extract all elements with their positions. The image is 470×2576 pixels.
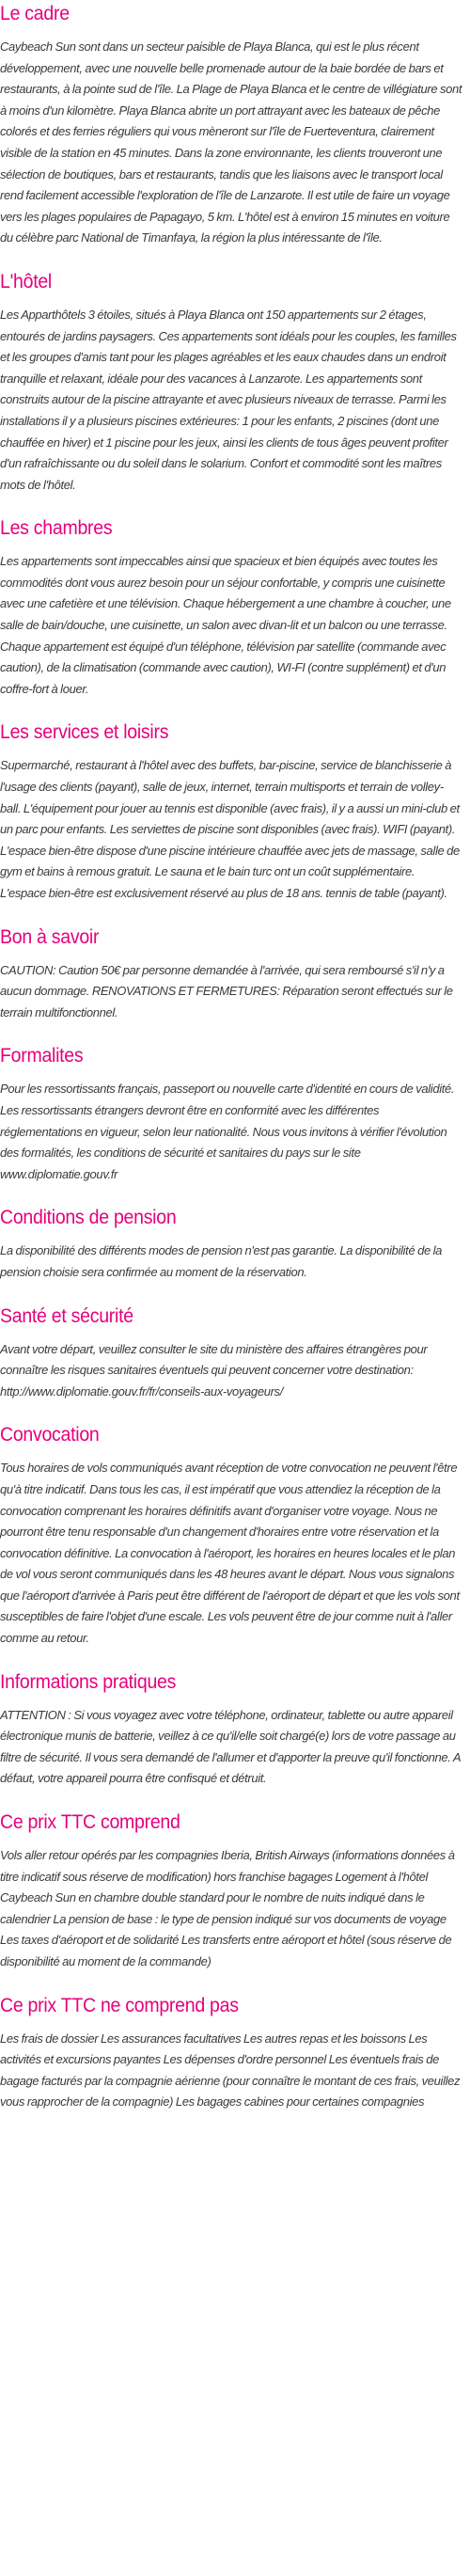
section-informations-pratiques [0,1670,462,1790]
section-formalites [0,1044,462,1185]
section-convocation [0,1423,462,1649]
section-sante-securite [0,1304,462,1403]
section-title-bon-a-savoir: Bon à savoir [0,925,100,948]
section-body-informations-pratiques: ATTENTION : Si vous voyagez avec votre téléphone, ordinateur, tablette ou autre appareil électronique munis de batterie, veillez à ce qu'il/elle soit chargé(e) lors de votre passage au filtre de sécurité. Il vous sera demandé de l'allumer et d'apporter la preuve qu'il fonctionne. A défaut, votre appareil pourra être confisqué et détruit. [0,1707,461,1786]
section-title-informations-pratiques: Informations pratiques [0,1670,177,1693]
section-les-chambres [0,516,462,700]
section-title-formalites: Formalites [0,1045,84,1067]
section-body-services-loisirs: Supermarché, restaurant à l'hôtel avec des buffets, bar-piscine, service de blanchisserie à l'usage des clients (payant), salle de jeux, internet, terrain multisports et terrain de volley-ball. L'équipement pour jouer au tennis est disponible (avec frais), il y a aussi un mini-club et un parc pour enfants. Les serviettes de piscine sont disponibles (avec frais). WIFI (payant). L'espace bien-être dispose d'une piscine intérieure chauffée avec jets de massage, salle de gym et bains à remous gratuit. Le sauna et le bain turc ont un coût supplémentaire. L'espace bien-être est exclusivement réservé au plus de 18 ans. tennis de table (payant). [0,758,460,900]
section-le-cadre [0,0,462,249]
section-body-convocation: Tous horaires de vols communiqués avant réception de votre convocation ne peuvent l'être qu'à titre indicatif. Dans tous les cas, il est impératif que vous attendiez la réception de la convocation comprenant les horaires définitifs avant d'organiser votre voyage. Nous ne pourront être tenu responsable d'un changement d'horaires entre votre réservation et la convocation définitive. La convocation à l'aéroport, les horaires en heures locales et le plan de vol vous seront communiqués dans les 48 heures avant le départ. Nous vous signalons que l'aéroport d'arrivée à Paris peut être différent de l'aéroport de départ et que les vols sont susceptibles de faire l'objet d'une escale. Les vols peuvent être de jour comme nuit à l'aller comme au retour. [0,1461,460,1646]
section-body-le-cadre: Caybeach Sun sont dans un secteur paisible de Playa Blanca, qui est le plus récent développement, avec une nouvelle belle promenade autour de la baie bordée de bars et restaurants, à la pointe sud de l'île. La Plage de Playa Blanca et le centre de villégiature sont à moins d'un kilomètre. Playa Blanca abrite un port attrayant avec les bateaux de pêche colorés et des ferries réguliers qui vous mèneront sur l'île de Fuerteventura, clairement visible de la station en 45 minutes. Dans la zone environnante, les clients trouveront une sélection de boutiques, bars et restaurants, tandis que les liaisons avec le transport local rend facilement accessible l'exploration de l'île de Lanzarote. Il est utile de faire un voyage vers les plages populaires de Papagayo, 5 km. L'hôtel est à environ 15 minutes en voiture du célèbre parc National de Timanfaya, la région la plus intéressante de l'île. [0,40,462,245]
section-title-services-loisirs: Les services et loisirs [0,721,169,744]
section-title-prix-ne-comprend-pas: Ce prix TTC ne comprend pas [0,1994,239,2016]
section-prix-ne-comprend-pas [0,1994,462,2113]
section-title-le-cadre: Le cadre [0,3,70,24]
section-title-les-chambres: Les chambres [0,517,113,540]
section-prix-comprend [0,1810,462,1973]
section-title-conditions-pension: Conditions de pension [0,1207,177,1229]
section-title-prix-comprend: Ce prix TTC comprend [0,1811,180,1834]
section-body-conditions-pension: La disponibilité des différents modes de pension n'est pas garantie. La disponibilité de la pension choisie sera confirmée au moment de la réservation. [0,1243,443,1279]
section-l-hotel [0,270,462,496]
section-body-sante-securite: Avant votre départ, veuillez consulter le site du ministère des affaires étrangères pour connaître les risques sanitaires éventuels qui peuvent concerner votre destination: http://www.diplomatie.gouv.fr/fr/conseils-aux-voyageurs/ [0,1341,428,1399]
section-title-l-hotel: L'hôtel [0,270,53,292]
section-body-bon-a-savoir: CAUTION: Caution 50€ par personne demandée à l'arrivée, qui sera remboursé s'il n'y a aucun dommage. RENOVATIONS ET FERMETURES: Réparation seront effectués sur le terrain multifonctionnel. [0,962,453,1019]
section-conditions-pension [0,1206,462,1283]
section-title-convocation: Convocation [0,1424,100,1446]
section-body-les-chambres: Les appartements sont impeccables ainsi que spacieux et bien équipés avec toutes les commodités dont vous aurez besoin pour un séjour confortable, y compris une cuisinette avec une cafetière et une télévision. Chaque hébergement a une chambre à coucher, une salle de bain/douche, une cuisinette, un salon avec divan-lit et un balcon ou une terrasse. Chaque appartement est équipé d'un téléphone, télévision par satellite (commande avec caution), de la climatisation (commande avec caution), WI-FI (contre supplément) et d'un coffre-fort à louer. [0,554,451,696]
section-body-prix-comprend: Vols aller retour opérés par les compagnies Iberia, British Airways (informations données à titre indicatif sous réserve de modification) hors franchise bagages Logement à l'hôtel Caybeach Sun en chambre double standard pour le nombre de nuits indiqué dans le calendrier La pension de base : le type de pension indiqué sur vos documents de voyage Les taxes d'aéroport et de solidarité Les transferts entre aéroport et hôtel (sous réserve de disponibilité au moment de la commande) [0,1848,455,1968]
section-body-l-hotel: Les Apparthôtels 3 étoiles, situés à Playa Blanca ont 150 appartements sur 2 étages, entourés de jardins paysagers. Ces appartements sont idéals pour les couples, les familles et les groupes d'amis tant pour les plages agréables et les eaux chaudes dans un endroit tranquille et relaxant, idéale pour des vacances à Lanzarote. Les appartements sont construits autour de la piscine attrayante et avec plusieurs niveaux de terrasse. Parmi les installations il y a plusieurs piscines extérieures: 1 pour les enfants, 2 piscines (dont une chauffée en hiver) et 1 piscine pour les jeux, ainsi les clients de tous âges peuvent profiter d'un rafraîchissante ou du soleil dans le solarium. Confort et commodité sont les maîtres mots de l'hôtel. [0,307,457,492]
section-services-loisirs [0,720,462,904]
section-body-prix-ne-comprend-pas: Les frais de dossier Les assurances facultatives Les autres repas et les boissons Les activités et excursions payantes Les dépenses d'ordre personnel Les éventuels frais de bagage facturés par la compagnie aérienne (pour connaître le montant de ces frais, veuillez vous rapprocher de la compagnie) Les bagages cabines pour certaines compagnies [0,2031,461,2110]
section-body-formalites: Pour les ressortissants français, passeport ou nouvelle carte d'identité en cours de validité. Les ressortissants étrangers devront être en conformité avec les différentes réglementations en vigueur, selon leur nationalité. Nous vous invitons à vérifier l'évolution des formalités, les conditions de sécurité et sanitaires du pays sur le site www.diplomatie.gouv.fr [0,1082,455,1181]
section-bon-a-savoir [0,925,462,1024]
section-title-sante-securite: Santé et sécurité [0,1304,133,1327]
